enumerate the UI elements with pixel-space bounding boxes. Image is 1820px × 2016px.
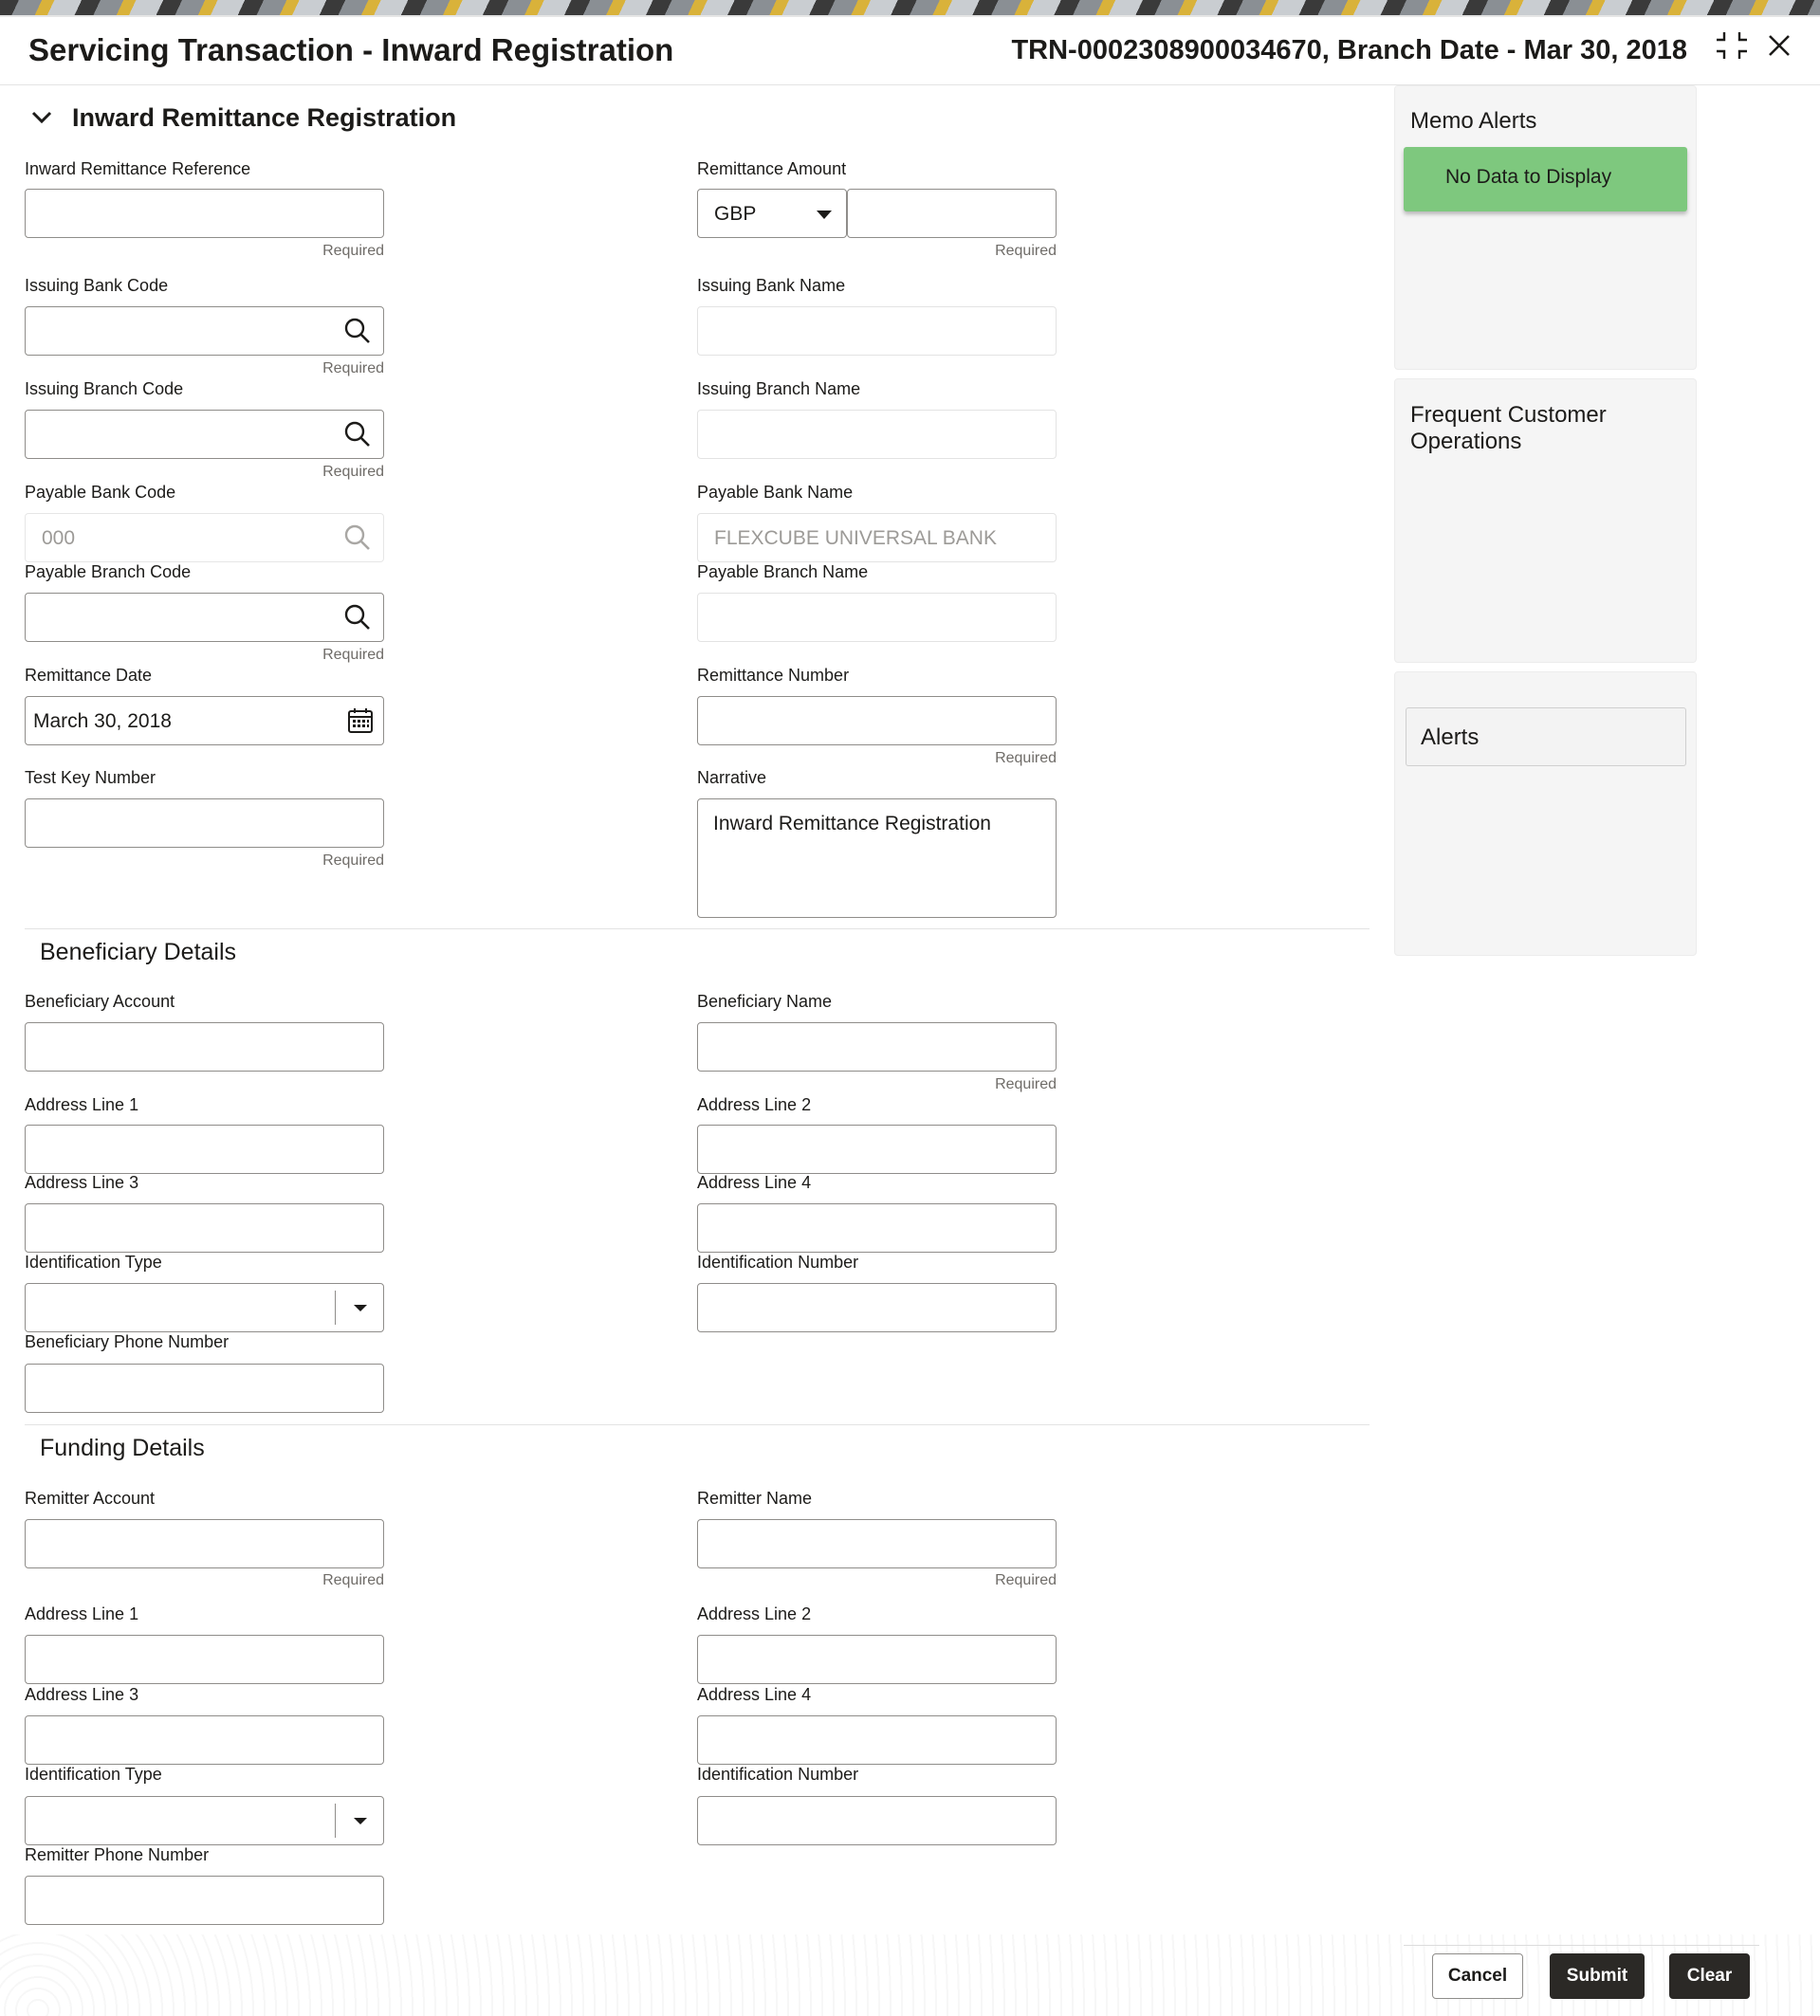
- remitter-address1-label: Address Line 1: [25, 1604, 139, 1623]
- beneficiary-id-number-label: Identification Number: [697, 1253, 859, 1272]
- remitter-address3-label: Address Line 3: [25, 1685, 139, 1704]
- caret-down-icon[interactable]: [346, 1293, 375, 1322]
- remitter-address4-label: Address Line 4: [697, 1685, 812, 1704]
- beneficiary-phone-input[interactable]: [25, 1364, 384, 1413]
- required-hint: Required: [995, 1572, 1057, 1588]
- required-hint: Required: [995, 1076, 1057, 1092]
- required-hint: Required: [322, 360, 384, 376]
- beneficiary-name-input[interactable]: [697, 1022, 1057, 1072]
- beneficiary-details-title: Beneficiary Details: [40, 939, 237, 965]
- minimize-icon[interactable]: [1713, 27, 1751, 64]
- required-hint: Required: [322, 243, 384, 259]
- remittance-date-label: Remittance Date: [25, 666, 153, 685]
- remitter-address1-input[interactable]: [25, 1635, 384, 1684]
- inward-reference-label: Inward Remittance Reference: [25, 159, 251, 178]
- remitter-name-input[interactable]: [697, 1519, 1057, 1568]
- funding-details-title: Funding Details: [40, 1435, 205, 1461]
- remitter-address3-input[interactable]: [25, 1715, 384, 1765]
- beneficiary-address1-input[interactable]: [25, 1125, 384, 1174]
- select-separator: [335, 1804, 336, 1838]
- payable-bank-code-label: Payable Bank Code: [25, 483, 176, 502]
- chevron-down-icon[interactable]: [28, 104, 55, 131]
- dialog-header: [0, 17, 1820, 85]
- beneficiary-address2-label: Address Line 2: [697, 1095, 812, 1114]
- memo-alerts-title: Memo Alerts: [1410, 108, 1537, 134]
- remitter-name-label: Remitter Name: [697, 1489, 813, 1508]
- divider: [25, 1424, 1370, 1425]
- remitter-address2-input[interactable]: [697, 1635, 1057, 1684]
- issuing-branch-name-label: Issuing Branch Name: [697, 379, 861, 398]
- issuing-branch-name-input: [697, 410, 1057, 459]
- caret-down-icon[interactable]: [346, 1806, 375, 1835]
- beneficiary-account-input[interactable]: [25, 1022, 384, 1072]
- close-icon[interactable]: [1760, 27, 1798, 64]
- required-hint: Required: [322, 464, 384, 480]
- remitter-id-number-label: Identification Number: [697, 1765, 859, 1784]
- clear-button[interactable]: Clear: [1669, 1953, 1750, 1999]
- currency-select[interactable]: GBP: [697, 189, 847, 238]
- beneficiary-id-type-select[interactable]: [25, 1283, 384, 1332]
- beneficiary-address2-input[interactable]: [697, 1125, 1057, 1174]
- search-icon: [343, 523, 372, 552]
- payable-branch-code-label: Payable Branch Code: [25, 562, 192, 581]
- payable-branch-name-input: [697, 593, 1057, 642]
- section-header[interactable]: [28, 99, 456, 137]
- frequent-ops-title: Frequent Customer Operations: [1410, 402, 1607, 454]
- test-key-number-input[interactable]: [25, 798, 384, 848]
- beneficiary-id-number-input[interactable]: [697, 1283, 1057, 1332]
- remitter-account-label: Remitter Account: [25, 1489, 156, 1508]
- payable-bank-name-input: FLEXCUBE UNIVERSAL BANK: [697, 513, 1057, 562]
- beneficiary-address3-label: Address Line 3: [25, 1173, 139, 1192]
- no-data-banner: [1404, 147, 1687, 211]
- remitter-phone-label: Remitter Phone Number: [25, 1845, 210, 1864]
- beneficiary-address3-input[interactable]: [25, 1203, 384, 1253]
- remitter-phone-input[interactable]: [25, 1876, 384, 1925]
- narrative-textarea[interactable]: Inward Remittance Registration: [697, 798, 1057, 918]
- required-hint: Required: [322, 1572, 384, 1588]
- required-hint: Required: [995, 243, 1057, 259]
- alerts-title: Alerts: [1421, 724, 1480, 750]
- search-icon[interactable]: [343, 317, 372, 345]
- caret-down-icon: [810, 200, 838, 229]
- remittance-number-input[interactable]: [697, 696, 1057, 745]
- payable-bank-code-input: 000: [25, 513, 384, 562]
- select-separator: [335, 1291, 336, 1325]
- beneficiary-id-type-label: Identification Type: [25, 1253, 162, 1272]
- footer-divider: [1404, 1945, 1759, 1946]
- issuing-branch-code-input[interactable]: [25, 410, 384, 459]
- issuing-bank-name-input: [697, 306, 1057, 356]
- alerts-header[interactable]: [1406, 707, 1686, 766]
- beneficiary-address4-input[interactable]: [697, 1203, 1057, 1253]
- no-data-text: No Data to Display: [1445, 166, 1612, 188]
- search-icon[interactable]: [343, 420, 372, 449]
- inward-reference-input[interactable]: [25, 189, 384, 238]
- remittance-number-label: Remittance Number: [697, 666, 850, 685]
- search-icon[interactable]: [343, 603, 372, 632]
- required-hint: Required: [995, 750, 1057, 766]
- remitter-address4-input[interactable]: [697, 1715, 1057, 1765]
- divider: [25, 928, 1370, 929]
- remitter-account-input[interactable]: [25, 1519, 384, 1568]
- remitter-id-type-label: Identification Type: [25, 1765, 162, 1784]
- payable-bank-name-label: Payable Bank Name: [697, 483, 854, 502]
- cancel-button[interactable]: Cancel: [1432, 1953, 1523, 1999]
- remittance-amount-input[interactable]: [847, 189, 1057, 238]
- narrative-label: Narrative: [697, 768, 767, 787]
- remittance-date-input[interactable]: March 30, 2018: [25, 696, 384, 745]
- issuing-bank-name-label: Issuing Bank Name: [697, 276, 846, 295]
- calendar-icon[interactable]: [346, 706, 375, 735]
- required-hint: Required: [322, 852, 384, 869]
- beneficiary-account-label: Beneficiary Account: [25, 992, 175, 1011]
- page-title: Servicing Transaction - Inward Registration: [28, 32, 674, 67]
- payable-branch-name-label: Payable Branch Name: [697, 562, 869, 581]
- payable-branch-code-input[interactable]: [25, 593, 384, 642]
- beneficiary-phone-label: Beneficiary Phone Number: [25, 1332, 230, 1351]
- required-hint: Required: [322, 647, 384, 663]
- section-title: Inward Remittance Registration: [72, 102, 457, 132]
- remitter-id-number-input[interactable]: [697, 1796, 1057, 1845]
- top-banner: [0, 0, 1820, 15]
- issuing-bank-code-input[interactable]: [25, 306, 384, 356]
- beneficiary-name-label: Beneficiary Name: [697, 992, 833, 1011]
- remitter-id-type-select[interactable]: [25, 1796, 384, 1845]
- footer-bar: [0, 1934, 1820, 2016]
- remitter-address2-label: Address Line 2: [697, 1604, 812, 1623]
- submit-button[interactable]: Submit: [1550, 1953, 1645, 1999]
- transaction-reference: TRN-0002308900034670, Branch Date - Mar 30, 2018: [1011, 35, 1687, 65]
- issuing-bank-code-label: Issuing Bank Code: [25, 276, 169, 295]
- beneficiary-address1-label: Address Line 1: [25, 1095, 139, 1114]
- issuing-branch-code-label: Issuing Branch Code: [25, 379, 184, 398]
- test-key-number-label: Test Key Number: [25, 768, 156, 787]
- beneficiary-address4-label: Address Line 4: [697, 1173, 812, 1192]
- remittance-amount-label: Remittance Amount: [697, 159, 847, 178]
